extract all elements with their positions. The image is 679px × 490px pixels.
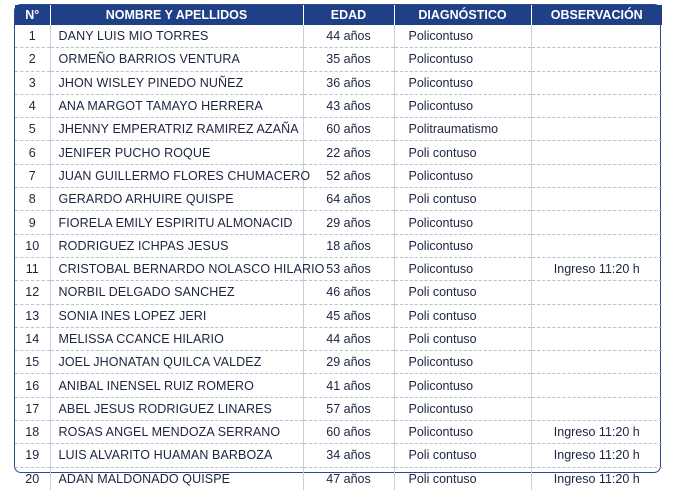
patient-diagnosis: Policontuso (394, 48, 531, 71)
patient-age: 46 años (303, 281, 394, 304)
patient-name: RODRIGUEZ ICHPAS JESUS (50, 234, 303, 257)
patient-diagnosis: Policontuso (394, 94, 531, 117)
patient-name: ABEL JESUS RODRIGUEZ LINARES (50, 397, 303, 420)
table-row (15, 304, 662, 327)
patient-age: 44 años (303, 25, 394, 48)
patient-observation (531, 234, 662, 257)
row-number: 2 (15, 48, 50, 71)
row-number: 5 (15, 118, 50, 141)
patient-diagnosis: Policontuso (394, 257, 531, 280)
patient-observation (531, 164, 662, 187)
table-row (15, 257, 662, 280)
patient-observation (531, 141, 662, 164)
header-name: NOMBRE Y APELLIDOS (50, 5, 303, 25)
header-number: N° (15, 5, 50, 25)
table-row (15, 211, 662, 234)
patient-observation (531, 397, 662, 420)
patient-name: LUIS ALVARITO HUAMAN BARBOZA (50, 444, 303, 467)
patient-age: 44 años (303, 327, 394, 350)
patient-name: ROSAS ANGEL MENDOZA SERRANO (50, 421, 303, 444)
patient-diagnosis: Poli contuso (394, 327, 531, 350)
patient-diagnosis: Poli contuso (394, 304, 531, 327)
row-number: 7 (15, 164, 50, 187)
patient-name: JENIFER PUCHO ROQUE (50, 141, 303, 164)
patient-age: 35 años (303, 48, 394, 71)
header-age: EDAD (303, 5, 394, 25)
patient-diagnosis: Policontuso (394, 351, 531, 374)
patient-age: 29 años (303, 351, 394, 374)
patient-diagnosis: Poli contuso (394, 188, 531, 211)
header-diagnosis: DIAGNÓSTICO (394, 5, 531, 25)
patient-table-frame (14, 4, 661, 486)
patient-observation: Ingreso 11:20 h (531, 444, 662, 467)
row-number: 20 (15, 467, 50, 490)
row-number: 18 (15, 421, 50, 444)
patient-age: 34 años (303, 444, 394, 467)
patient-observation (531, 118, 662, 141)
patient-diagnosis: Poli contuso (394, 467, 531, 490)
table-row (15, 118, 662, 141)
row-number: 3 (15, 71, 50, 94)
patient-observation (531, 281, 662, 304)
patient-diagnosis: Policontuso (394, 234, 531, 257)
patient-diagnosis: Poli contuso (394, 141, 531, 164)
row-number: 12 (15, 281, 50, 304)
patient-observation (531, 211, 662, 234)
patient-age: 64 años (303, 188, 394, 211)
patient-name: ANIBAL INENSEL RUIZ ROMERO (50, 374, 303, 397)
patient-observation: Ingreso 11:20 h (553, 471, 640, 486)
row-number: 6 (15, 141, 50, 164)
header-observation: OBSERVACIÓN (531, 5, 662, 25)
patient-diagnosis: Politraumatismo (394, 118, 531, 141)
patient-diagnosis: Poli contuso (394, 281, 531, 304)
table-row (15, 467, 662, 490)
patient-age: 45 años (303, 304, 394, 327)
patient-name: NORBIL DELGADO SANCHEZ (50, 281, 303, 304)
patient-name: JOEL JHONATAN QUILCA VALDEZ (50, 351, 303, 374)
patient-age: 29 años (303, 211, 394, 234)
patient-age: 18 años (303, 234, 394, 257)
table-body (15, 25, 662, 490)
patient-age: 57 años (303, 397, 394, 420)
patient-name: JHON WISLEY PINEDO NUÑEZ (50, 71, 303, 94)
patient-observation (531, 25, 662, 48)
row-number: 17 (15, 397, 50, 420)
table-row (15, 25, 662, 48)
patient-name: FIORELA EMILY ESPIRITU ALMONACID (50, 211, 303, 234)
table-row (15, 374, 662, 397)
row-number: 1 (15, 25, 50, 48)
patient-diagnosis: Policontuso (394, 25, 531, 48)
patient-observation: Ingreso 11:20 h (531, 257, 662, 280)
patient-observation (531, 48, 662, 71)
patient-age: 43 años (303, 94, 394, 117)
patient-name: SONIA INES LOPEZ JERI (50, 304, 303, 327)
patient-observation (531, 351, 662, 374)
row-number: 11 (15, 257, 50, 280)
patient-name: ORMEÑO BARRIOS VENTURA (50, 48, 303, 71)
table-row (15, 188, 662, 211)
patient-observation (531, 374, 662, 397)
patient-diagnosis: Policontuso (394, 421, 531, 444)
patient-observation (531, 94, 662, 117)
table-row (15, 94, 662, 117)
patient-diagnosis: Policontuso (394, 71, 531, 94)
patient-diagnosis: Policontuso (394, 397, 531, 420)
patient-table (15, 5, 662, 490)
patient-observation: Ingreso 11:20 h (531, 421, 662, 444)
table-row (15, 141, 662, 164)
patient-observation (531, 327, 662, 350)
patient-age: 36 años (303, 71, 394, 94)
patient-age: 22 años (303, 141, 394, 164)
row-number: 13 (15, 304, 50, 327)
table-row (15, 397, 662, 420)
patient-age: 53 años (303, 257, 394, 280)
patient-name: ADAN MALDONADO QUISPE (50, 467, 303, 490)
patient-diagnosis: Poli contuso (394, 444, 531, 467)
table-row (15, 281, 662, 304)
patient-name: DANY LUIS MIO TORRES (50, 25, 303, 48)
row-number: 10 (15, 234, 50, 257)
patient-diagnosis: Policontuso (394, 374, 531, 397)
table-header-row (15, 5, 662, 25)
row-number: 9 (15, 211, 50, 234)
patient-age: 60 años (303, 421, 394, 444)
table-row (15, 164, 662, 187)
table-row (15, 351, 662, 374)
table-row (15, 234, 662, 257)
row-number: 16 (15, 374, 50, 397)
row-number: 8 (15, 188, 50, 211)
table-row (15, 327, 662, 350)
patient-age: 52 años (303, 164, 394, 187)
row-number: 15 (15, 351, 50, 374)
patient-name: ANA MARGOT TAMAYO HERRERA (50, 94, 303, 117)
patient-observation (531, 71, 662, 94)
table-row (15, 421, 662, 444)
row-number: 4 (15, 94, 50, 117)
patient-observation (531, 304, 662, 327)
table-row (15, 48, 662, 71)
patient-name: GERARDO ARHUIRE QUISPE (50, 188, 303, 211)
patient-observation (531, 188, 662, 211)
row-number: 19 (15, 444, 50, 467)
row-number: 14 (15, 327, 50, 350)
patient-diagnosis: Policontuso (394, 164, 531, 187)
patient-name: JUAN GUILLERMO FLORES CHUMACERO (50, 164, 303, 187)
patient-age: 41 años (303, 374, 394, 397)
patient-age: 60 años (303, 118, 394, 141)
table-row (15, 71, 662, 94)
patient-name: JHENNY EMPERATRIZ RAMIREZ AZAÑA (50, 118, 303, 141)
patient-name: MELISSA CCANCE HILARIO (50, 327, 303, 350)
table-row (15, 444, 662, 467)
patient-name: CRISTOBAL BERNARDO NOLASCO HILARIO (50, 257, 303, 280)
patient-diagnosis: Policontuso (394, 211, 531, 234)
patient-age: 47 años (303, 467, 394, 490)
